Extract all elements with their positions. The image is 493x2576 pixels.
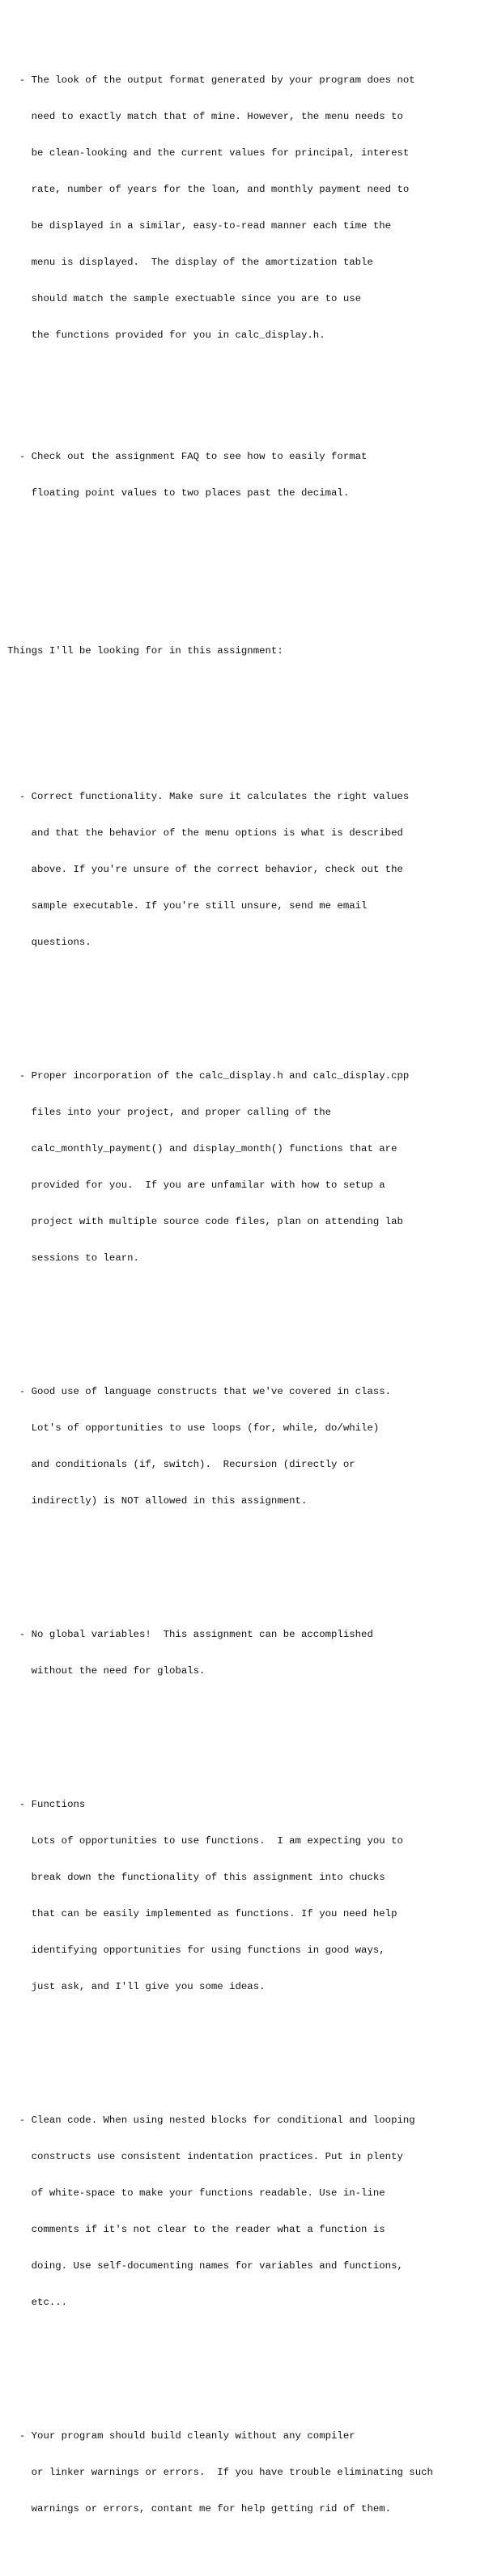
text-line: of white-space to make your functions readable. Use in-line — [7, 2187, 385, 2199]
text-line: indirectly) is NOT allowed in this assignment. — [7, 1495, 308, 1507]
text-line: rate, number of years for the loan, and monthly payment need to — [7, 184, 410, 195]
text-line: sample executable. If you're still unsure, send me email — [7, 900, 368, 912]
spacer — [7, 1556, 491, 1568]
section-heading: Things I'll be looking for in this assignment: — [7, 645, 283, 657]
text-line: and conditionals (if, switch). Recursion (directly or — [7, 1459, 355, 1470]
text-line: that can be easily implemented as functions. If you need help — [7, 1908, 397, 1919]
text-line: Lot's of opportunities to use loops (for, while, do/while) — [7, 1422, 380, 1434]
text-line: - No global variables! This assignment can be accomplished — [7, 1629, 373, 1640]
text-line: should match the sample exectuable since you are to use — [7, 293, 362, 304]
text-line: need to exactly match that of mine. However, the menu needs to — [7, 111, 403, 122]
text-line: project with multiple source code files, plan on attending lab — [7, 1216, 403, 1227]
criteria-item-no-globals — [7, 1605, 491, 1702]
criteria-item-clean-code — [7, 2090, 491, 2333]
criteria-item-incorporation — [7, 1046, 491, 1289]
intro-item-output-format — [7, 50, 491, 366]
text-line: menu is displayed. The display of the amortization table — [7, 257, 373, 268]
spacer — [7, 2042, 491, 2054]
text-line: break down the functionality of this assignment into chucks — [7, 1872, 385, 1883]
text-line: - Your program should build cleanly without any compiler — [7, 2430, 355, 2442]
text-line: - The look of the output format generated by your program does not — [7, 74, 415, 86]
text-line: be clean-looking and the current values for principal, interest — [7, 147, 410, 159]
text-line: comments if it's not clear to the reader what a function is — [7, 2224, 385, 2235]
spacer — [7, 997, 491, 1010]
assignment-text — [7, 2, 491, 2576]
criteria-item-language-constructs — [7, 1362, 491, 1532]
spacer — [7, 694, 491, 706]
text-line: sessions to learn. — [7, 1252, 139, 1264]
spacer — [7, 390, 491, 402]
text-line: warnings or errors, contant me for help getting rid of them. — [7, 2503, 392, 2514]
text-line: - Correct functionality. Make sure it calculates the right values — [7, 791, 410, 802]
text-line: - Good use of language constructs that we've covered in class. — [7, 1386, 392, 1397]
text-line: files into your project, and proper calling of the — [7, 1107, 332, 1118]
text-line: - Proper incorporation of the calc_display.h and calc_display.cpp — [7, 1070, 410, 1082]
intro-item-faq — [7, 427, 491, 524]
text-line: without the need for globals. — [7, 1665, 206, 1677]
text-line: - Functions — [7, 1799, 86, 1810]
spacer — [7, 1726, 491, 1738]
criteria-item-clean-build — [7, 2406, 491, 2540]
text-line: doing. Use self-documenting names for variables and functions, — [7, 2260, 403, 2272]
text-line: just ask, and I'll give you some ideas. — [7, 1981, 266, 1992]
text-line: the functions provided for you in calc_display.h. — [7, 329, 325, 341]
text-line: etc... — [7, 2297, 68, 2308]
spacer — [7, 584, 491, 609]
text-line: and that the behavior of the menu options is what is described — [7, 827, 403, 839]
text-line: identifying opportunities for using functions in good ways, — [7, 1945, 385, 1956]
spacer — [7, 1313, 491, 1325]
text-line: - Check out the assignment FAQ to see how to easily format — [7, 451, 368, 462]
text-line: Lots of opportunities to use functions. I am expecting you to — [7, 1835, 403, 1847]
text-line: constructs use consistent indentation practices. Put in plenty — [7, 2151, 403, 2162]
text-line: floating point values to two places past the decimal. — [7, 487, 350, 499]
text-line: provided for you. If you are unfamilar with how to setup a — [7, 1180, 385, 1191]
criteria-list — [7, 742, 491, 2564]
text-line: above. If you're unsure of the correct behavior, check out the — [7, 864, 403, 875]
text-line: - Clean code. When using nested blocks for conditional and looping — [7, 2115, 415, 2126]
text-line: calc_monthly_payment() and display_month() functions that are — [7, 1143, 397, 1154]
text-line: or linker warnings or errors. If you have trouble eliminating such — [7, 2467, 433, 2478]
text-line: questions. — [7, 937, 91, 948]
criteria-item-functions — [7, 1775, 491, 2017]
criteria-item-functionality — [7, 767, 491, 973]
intro-items — [7, 26, 491, 548]
spacer — [7, 2357, 491, 2370]
text-line: be displayed in a similar, easy-to-read manner each time the — [7, 220, 392, 232]
